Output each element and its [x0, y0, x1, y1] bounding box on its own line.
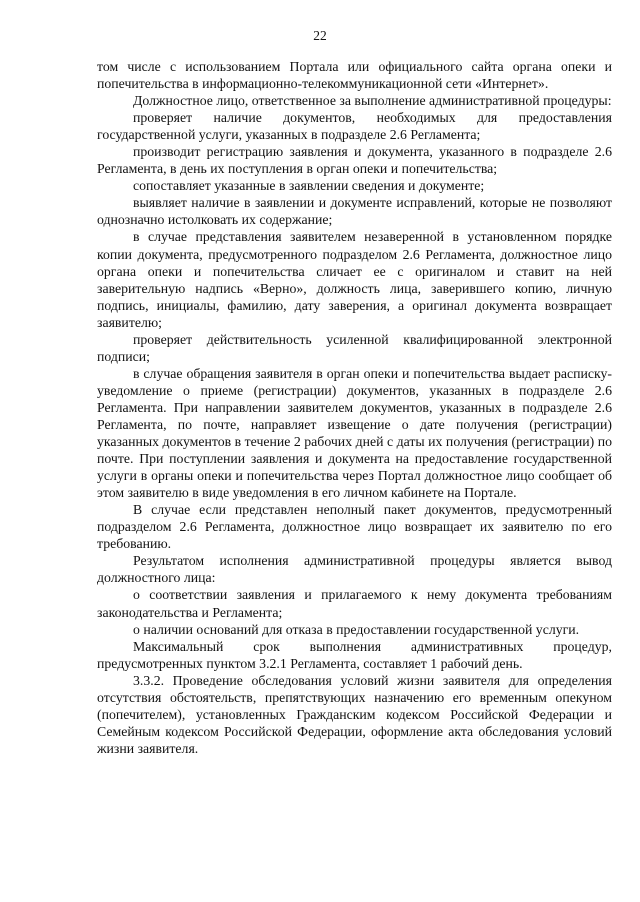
- paragraph: Максимальный срок выполнения административных процедур, предусмотренных пунктом 3.2.1 Регламента, составляет 1 рабочий день.: [97, 638, 612, 671]
- paragraph: В случае если представлен неполный пакет документов, предусмотренный подразделом 2.6 Регламента, должностное лицо возвращает их заявителю по его требованию.: [97, 502, 612, 552]
- paragraph: том числе с использованием Портала или официального сайта органа опеки и попечительства в информационно-телекоммуникационной сети «Интернет».: [97, 59, 612, 92]
- paragraph: Должностное лицо, ответственное за выполнение административной процедуры:: [133, 93, 612, 109]
- paragraph: 3.3.2. Проведение обследования условий жизни заявителя для определения отсутствия обстоятельств, препятствующих назначению его временным опекуном (попечителем), установленных Гражданским кодексом Российской Федерации и Семейным кодексом Российской Федерации, оформление акта обследования условий жизни заявителя.: [97, 672, 612, 756]
- paragraph: производит регистрацию заявления и документа, указанного в подразделе 2.6 Регламента, в день их поступления в орган опеки и попечительства;: [97, 144, 612, 177]
- paragraph: сопоставляет указанные в заявлении сведения и документе;: [133, 178, 485, 194]
- paragraph: проверяет действительность усиленной квалифицированной электронной подписи;: [97, 331, 612, 364]
- paragraph: о соответствии заявления и прилагаемого к нему документа требованиям законодательства и Регламента;: [97, 587, 612, 620]
- paragraph: выявляет наличие в заявлении и документе исправлений, которые не позволяют однозначно истолковать их содержание;: [97, 195, 612, 228]
- paragraph: о наличии оснований для отказа в предоставлении государственной услуги.: [133, 621, 580, 637]
- paragraph: проверяет наличие документов, необходимых для предоставления государственной услуги, указанных в подразделе 2.6 Регламента;: [97, 110, 612, 143]
- page-number: 22: [313, 28, 327, 43]
- paragraph: в случае обращения заявителя в орган опеки и попечительства выдает расписку-уведомление о приеме (регистрации) документов, указанных в подразделе 2.6 Регламента. При направлении заявителем документов, указанных в подразделе 2.6 Регламента, по почте, направляет извещение о дате получения (регистрации) указанных документов в течение 2 рабочих дней с даты их получения (регистрации) по почте. При поступлении заявления и документа на предоставление государственной услуги в органы опеки и попечительства через Портал должностное лицо сообщает об этом заявителю в виде уведомления в его личном кабинете на Портале.: [97, 365, 612, 501]
- document-body: [97, 58, 612, 757]
- paragraph: Результатом исполнения административной процедуры является вывод должностного лица:: [97, 553, 612, 586]
- paragraph: в случае представления заявителем незаверенной в установленном порядке копии документа, предусмотренного подразделом 2.6 Регламента, должностное лицо органа опеки и попечительства сличает ее с оригиналом и ставит на ней заверительную надпись «Верно», должность лица, заверившего копию, личную подпись, инициалы, фамилию, дату заверения, а оригинал документа возвращает заявителю;: [97, 229, 612, 330]
